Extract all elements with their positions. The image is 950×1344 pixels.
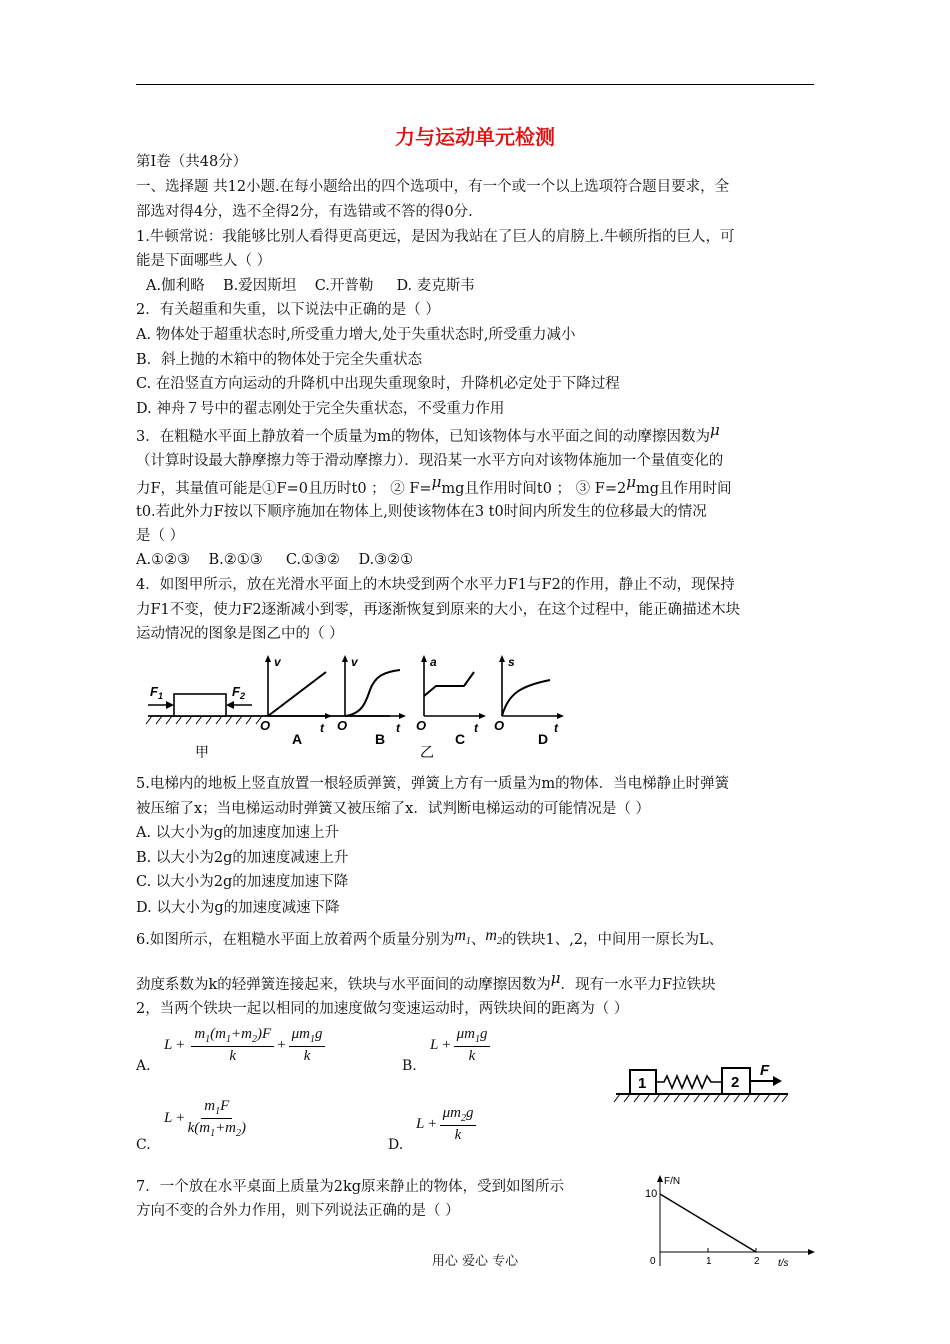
q3-stem-line-4: t0.若此外力F按以下顺序施加在物体上,则使该物体在3 t0时间内所发生的位移最大的情况 bbox=[136, 504, 707, 520]
q2-option-c: C. 在沿竖直方向运动的升降机中出现失重现象时，升降机必定处于下降过程 bbox=[136, 376, 620, 392]
graph-y-label: F/N bbox=[664, 1176, 681, 1187]
q7-stem-line-2: 方向不变的合外力作用，则下列说法正确的是（ ） bbox=[136, 1203, 460, 1219]
q3-stem-line-5: 是（ ） bbox=[136, 528, 185, 544]
q2-option-b: B．斜上抛的木箱中的物体处于完全失重状态 bbox=[136, 352, 423, 368]
label-yi: 乙 bbox=[420, 744, 434, 760]
q1-options: A.伽利略 B.爱因斯坦 C.开普勒 D. 麦克斯韦 bbox=[146, 278, 475, 294]
graph-b-y-label: v bbox=[351, 655, 358, 669]
graph-x-tick-2: 2 bbox=[754, 1256, 760, 1267]
q5-option-a: A. 以大小为g的加速度加速上升 bbox=[136, 825, 339, 841]
q1-stem-line-2: 能是下面哪些人（ ） bbox=[136, 253, 272, 269]
block-1-label: 1 bbox=[638, 1075, 647, 1092]
m2-symbol: $m_2$ bbox=[485, 927, 502, 948]
q6-stem-line-1 bbox=[136, 928, 816, 959]
q4-stem-line-1: 4．如图甲所示，放在光滑水平面上的木块受到两个水平力F1与F2的作用，静止不动，现保持 bbox=[136, 577, 735, 593]
q6-line-1-part-b: 的铁块1、,2，中间用一原长为L、 bbox=[501, 932, 724, 948]
block bbox=[174, 694, 226, 716]
graph-c-x-label: t bbox=[474, 721, 478, 735]
mu-symbol: μ bbox=[431, 473, 442, 491]
q5-stem-line-2: 被压缩了x；当电梯运动时弹簧又被压缩了x．试判断电梯运动的可能情况是（ ） bbox=[136, 801, 650, 817]
graph-y-tick: 10 bbox=[645, 1188, 658, 1200]
graph-b bbox=[337, 655, 406, 747]
q3-stem-line-3 bbox=[136, 473, 816, 502]
q3-line-1-text: 3．在粗糙水平面上静放着一个质量为m的物体，已知该物体与水平面之间的动摩擦因数为 bbox=[136, 429, 710, 445]
q4-stem-line-3: 运动情况的图象是图乙中的（ ） bbox=[136, 626, 344, 642]
force-line bbox=[660, 1194, 756, 1252]
graph-a-label: A bbox=[292, 731, 303, 747]
q6-line-2-part-b: ．现有一水平力F拉铁块 bbox=[560, 977, 716, 993]
graph-a-x-label: t bbox=[320, 721, 324, 735]
q6-option-c-formula: L + $\frac{m_1F}{k(m_1+m_2)}$ bbox=[164, 1098, 247, 1139]
header-rule bbox=[136, 84, 814, 85]
q5-stem-line-1: 5.电梯内的地板上竖直放置一根轻质弹簧，弹簧上方有一质量为m的物体．当电梯静止时弹簧 bbox=[136, 776, 730, 792]
label-jia: 甲 bbox=[195, 744, 209, 760]
graph-x-tick-1: 1 bbox=[706, 1256, 712, 1267]
graph-origin: 0 bbox=[650, 1256, 656, 1267]
q6-figure bbox=[612, 1058, 792, 1110]
q6-stem-line-3: 2，当两个铁块一起以相同的加速度做匀变速运动时，两铁块间的距离为（ ） bbox=[136, 1001, 629, 1017]
instructions-line-1: 一、选择题 共12小题.在每小题给出的四个选项中，有一个或一个以上选项符合题目要求，全 bbox=[136, 179, 730, 195]
q3-stem-line-2: （计算时设最大静摩擦力等于滑动摩擦力）．现沿某一水平方向对该物体施加一个量值变化的 bbox=[136, 453, 724, 469]
graph-d bbox=[494, 655, 564, 747]
section-heading: 第Ⅰ卷（共48分） bbox=[136, 154, 248, 170]
page-footer: 用心 爱心 专心 bbox=[431, 1254, 519, 1269]
mu-symbol: μ bbox=[626, 473, 636, 491]
f2-label: $F_2$ bbox=[232, 684, 245, 701]
graph-a-origin: O bbox=[260, 718, 271, 733]
q2-option-d: D. 神舟７号中的翟志刚处于完全失重状态，不受重力作用 bbox=[136, 401, 505, 417]
q6-option-a-formula: L + $\frac{m_1(m_1+m_2)F}{k}$ + $\frac{\mu m_1g}{k}$ bbox=[164, 1026, 328, 1065]
q6-line-1-part-a: 6.如图所示，在粗糙水平面上放着两个质量分别为 bbox=[136, 932, 455, 948]
q5-option-d: D. 以大小为g的加速度减速下降 bbox=[136, 900, 340, 916]
q6-option-a-label: A. bbox=[136, 1058, 151, 1074]
force-label: F bbox=[760, 1062, 770, 1079]
q3-options: A.①②③ B.②①③ C.①③② D.③②① bbox=[136, 552, 414, 568]
q5-option-c: C. 以大小为2g的加速度加速下降 bbox=[136, 874, 349, 890]
spring bbox=[656, 1076, 722, 1088]
graph-x-label: t/s bbox=[778, 1258, 789, 1269]
mu-symbol: μ bbox=[709, 421, 720, 439]
graph-c-label: C bbox=[455, 731, 466, 747]
q7-stem-line-1: 7．一个放在水平桌面上质量为2kg原来静止的物体，受到如图所示 bbox=[136, 1179, 565, 1195]
mu-symbol: μ bbox=[550, 969, 561, 987]
q4-stem-line-2: 力F1不变，使力F2逐渐减小到零，再逐渐恢复到原来的大小，在这个过程中，能正确描述木块 bbox=[136, 602, 741, 618]
graph-a-y-label: v bbox=[274, 655, 281, 669]
graph-c-y-label: a bbox=[430, 655, 437, 669]
instructions-line-2: 部选对得4分，选不全得2分，有选错或不答的得0分. bbox=[136, 204, 473, 220]
q3-stem-line-1 bbox=[136, 421, 816, 450]
graph-d-origin: O bbox=[494, 718, 505, 733]
block-2-label: 2 bbox=[731, 1074, 740, 1091]
graph-b-label: B bbox=[375, 731, 386, 747]
q6-stem-line-2 bbox=[136, 969, 816, 998]
q3-line-3-part-a: 力F，其量值可能是①F=0且历时t0 ； ② F= bbox=[136, 481, 432, 497]
graph-c bbox=[416, 655, 486, 747]
q6-option-d-formula: L + $\frac{\mu m_2g}{k}$ bbox=[416, 1105, 479, 1144]
q5-option-b: B. 以大小为2g的加速度减速上升 bbox=[136, 850, 349, 866]
graph-b-origin: O bbox=[337, 718, 348, 733]
graph-c-origin: O bbox=[416, 718, 427, 733]
q6-separator: 、 bbox=[470, 932, 486, 948]
graph-d-x-label: t bbox=[554, 721, 558, 735]
q6-option-c-label: C. bbox=[136, 1137, 151, 1153]
f1-label: $F_1$ bbox=[150, 684, 163, 701]
graph-a bbox=[260, 655, 332, 747]
graph-b-x-label: t bbox=[396, 721, 400, 735]
m1-symbol: $m_1$ bbox=[454, 927, 471, 948]
q6-line-2-part-a: 劲度系数为k的轻弹簧连接起来，铁块与水平面间的动摩擦因数为 bbox=[136, 977, 551, 993]
q6-option-b-formula: L + $\frac{\mu m_1g}{k}$ bbox=[430, 1026, 493, 1065]
q6-option-b-label: B. bbox=[402, 1058, 417, 1074]
q3-line-3-part-b: mg且作用时间t0 ； ③ F=2 bbox=[441, 481, 627, 497]
q2-option-a: A. 物体处于超重状态时,所受重力增大,处于失重状态时,所受重力减小 bbox=[136, 327, 576, 343]
page-title: 力与运动单元检测 bbox=[395, 125, 555, 149]
q3-line-3-part-c: mg且作用时间 bbox=[635, 481, 732, 497]
q6-option-d-label: D. bbox=[388, 1137, 404, 1153]
graph-d-label: D bbox=[538, 731, 549, 747]
q4-figure bbox=[140, 650, 580, 775]
q1-stem-line-1: 1.牛顿常说：我能够比别人看得更高更远，是因为我站在了巨人的肩膀上.牛顿所指的巨人，可 bbox=[136, 229, 735, 245]
graph-d-y-label: s bbox=[508, 655, 515, 669]
q2-stem: 2．有关超重和失重，以下说法中正确的是（ ） bbox=[136, 302, 440, 318]
